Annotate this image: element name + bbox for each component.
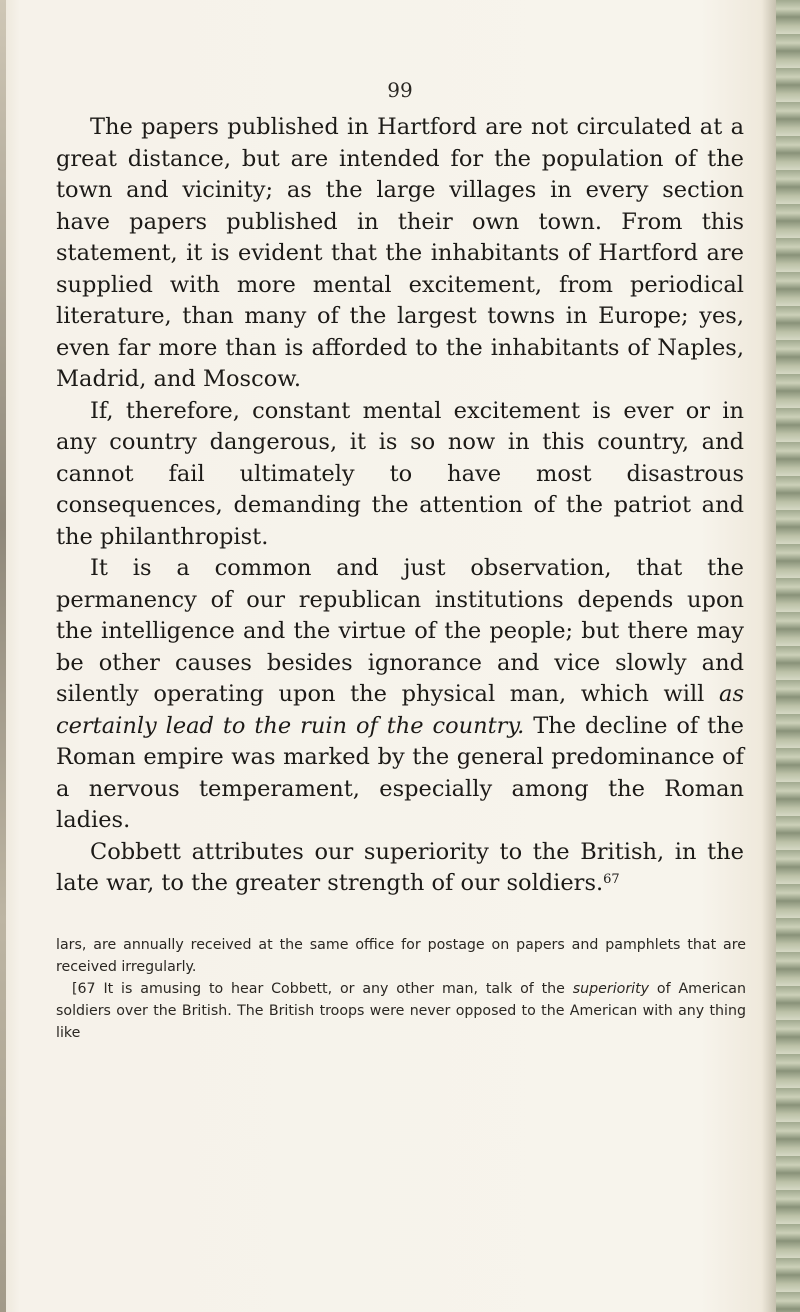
- footnote-67: [56, 978, 746, 1044]
- footnotes: [56, 934, 746, 1044]
- paragraph-1: The papers published in Hartford are not circulated at a great distance, but are intended for the population of the town and vicinity; as the large villages in every section have papers published in their own town. From this statement, it is evident that the inhabitants of Hartford are supplied with more mental excitement, from periodical literature, than many of the largest towns in Europe; yes, even far more than is afforded to the inhabitants of Naples, Madrid, and Moscow.: [56, 114, 744, 392]
- footnote-67-italic: superiority: [572, 981, 650, 997]
- page-number: 99: [387, 78, 413, 102]
- footnote-67-text-end: of American soldiers over the British. The British troops were never opposed to the American with any thing like: [56, 981, 746, 1041]
- paragraph-3-italic: as certainly lead to the ruin of the country.: [56, 681, 744, 739]
- paragraph-4-text: Cobbett attributes our superiority to the British, in the late war, to the greater strength of our soldiers.: [56, 838, 744, 896]
- footnote-67-text-start: It is amusing to hear Cobbett, or any other man, talk of the: [95, 981, 573, 997]
- paragraph-3: [56, 553, 744, 837]
- note-reference-67: 67: [603, 872, 620, 887]
- paragraph-2: If, therefore, constant mental excitement is ever or in any country dangerous, it is so now in this country, and cannot fail ultimately to have most disastrous consequences, demanding the attention of the patriot and the philanthropist.: [56, 397, 744, 550]
- main-text: [56, 112, 744, 900]
- page-left-edge: [0, 0, 6, 1312]
- footnote-continuation: lars, are annually received at the same office for postage on papers and pamphlets that are received irregularly.: [56, 937, 746, 975]
- paragraph-4: [56, 837, 744, 900]
- footnote-67-marker: [67: [72, 981, 96, 997]
- paragraph-3-text-start: It is a common and just observation, that the permanency of our republican institutions depends upon the intelligence and the virtue of the people; but there may be other causes besides ignorance and vice slowly and silently operating upon the physical man, which will: [56, 555, 744, 707]
- book-binding-edge: [776, 0, 800, 1312]
- paragraph-3-text-end: The decline of the Roman empire was marked by the general predominance of a nervous temperament, especially among the Roman ladies.: [56, 712, 744, 833]
- page-gutter-shadow: [762, 0, 776, 1312]
